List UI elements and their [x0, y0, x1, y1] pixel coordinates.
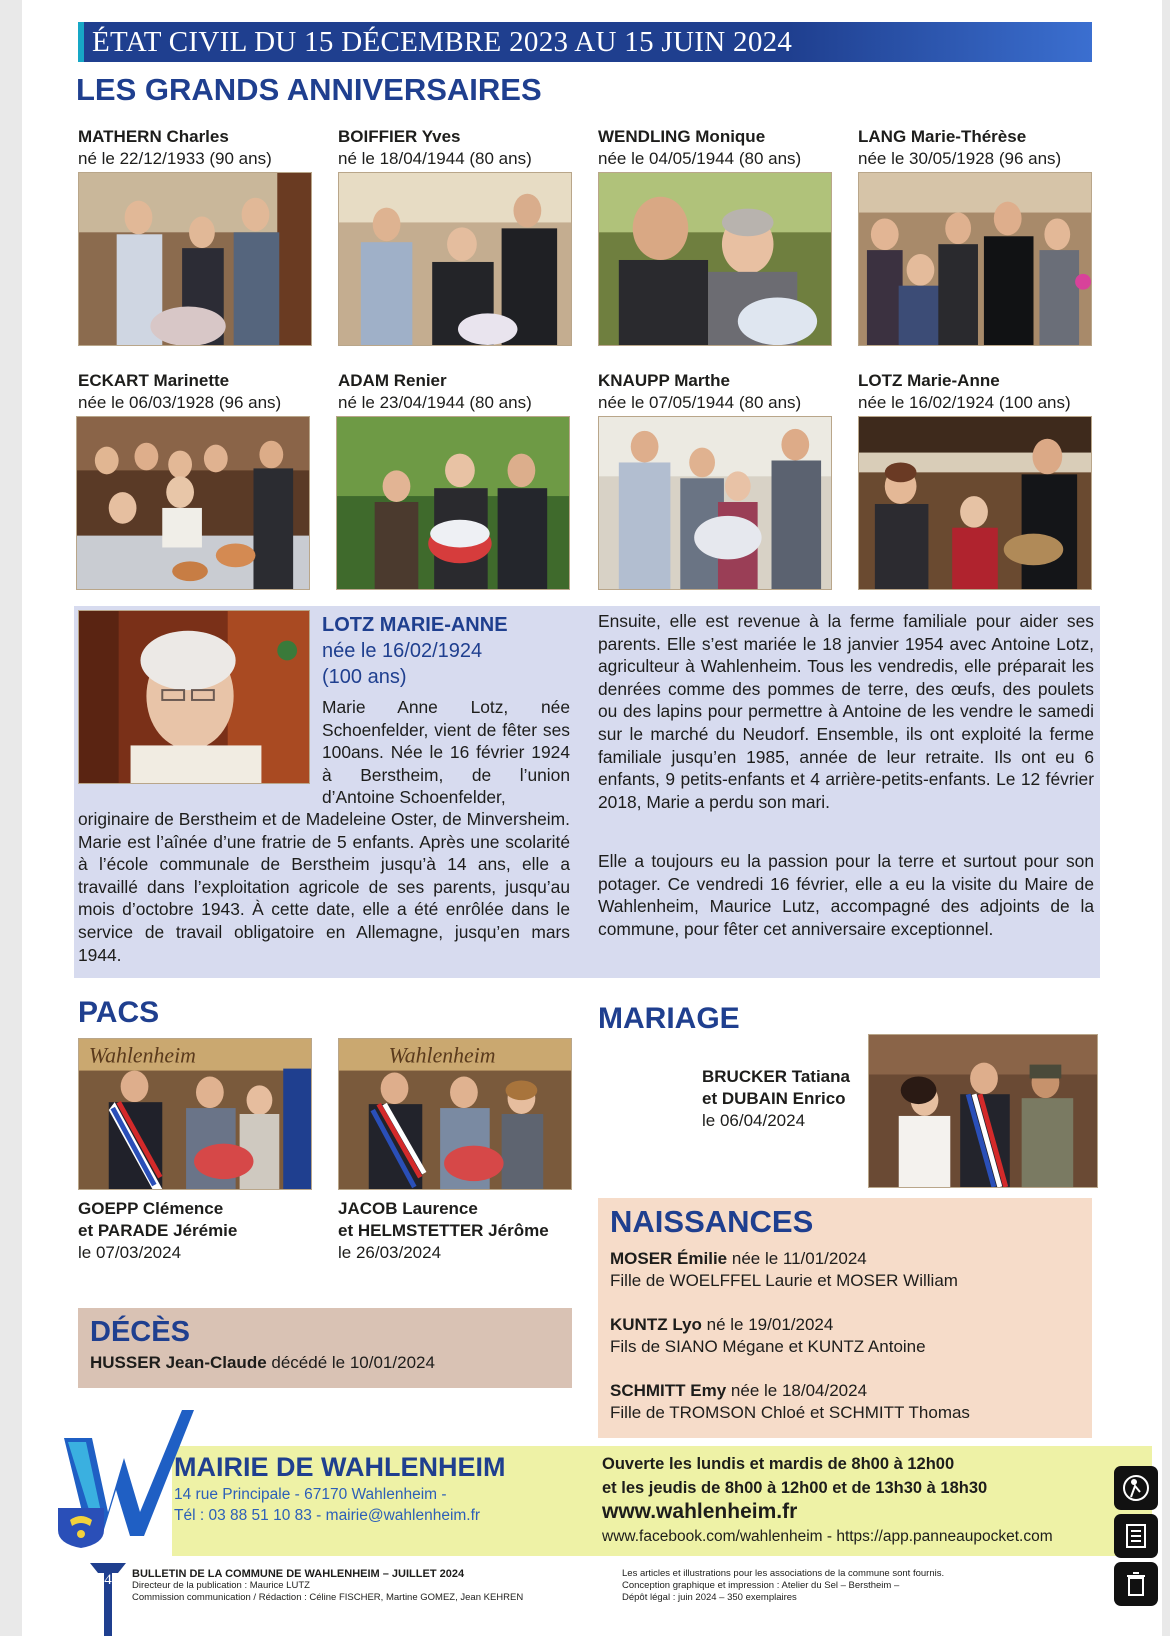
anniversary-photo-2: [338, 172, 572, 346]
anniversary-6: [338, 370, 574, 414]
person-birthdate: née le 07/05/1944 (80 ans): [598, 393, 802, 412]
hours-line-2: et les jeudis de 8h00 à 12h00 et de 13h30 à 18h30: [602, 1479, 988, 1497]
naissances-box: [598, 1198, 1092, 1438]
feature-paragraph-3: Elle a toujours eu la passion pour la terre et surtout pour son potager. Ce vendredi 16 février, elle a eu la visite du Maire de Wahlenheim, Maurice Lutz, accompagné des adjoints de la commune, pour fêter cet anniversaire exceptionnel.: [598, 851, 1094, 939]
person-birthdate: né le 18/04/1944 (80 ans): [338, 149, 532, 168]
paper-recycling-icon: [1114, 1514, 1158, 1558]
mairie-phone-email: Tél : 03 88 51 10 83 - mairie@wahlenheim.fr: [174, 1507, 481, 1524]
anniversary-photo-3: [598, 172, 832, 346]
legal-line-3: Dépôt légal : juin 2024 – 350 exemplaires: [622, 1592, 797, 1603]
person-birthdate: née le 16/02/1924 (100 ans): [858, 393, 1071, 412]
feature-paragraph-1a: Marie Anne Lotz, née Schoenfelder, vient de fêter ses 100ans. Née le 16 février 1924 à Berstheim, de l’union d’Antoine Schoenfelder,: [322, 697, 570, 808]
person-birthdate: née le 04/05/1944 (80 ans): [598, 149, 802, 168]
anniversary-photo-1: [78, 172, 312, 346]
recycle-person-icon: [1114, 1466, 1158, 1510]
mairie-contact: [174, 1484, 480, 1526]
person-name: MATHERN Charles: [78, 127, 229, 146]
feature-title: LOTZ MARIE-ANNE: [322, 614, 508, 636]
pacs-photo-2: [338, 1038, 572, 1190]
birth-name: MOSER Émilie: [610, 1249, 728, 1268]
page-number: 4: [104, 1572, 112, 1588]
mariage-photo: [868, 1034, 1098, 1188]
birth-line: [610, 1314, 1080, 1336]
feature-paragraph-1b: originaire de Berstheim et de Madeleine Oster, de Minversheim. Marie est l’aînée d’une fratrie de 5 enfants. Après une scolarité à l’école communale de Berstheim jusqu’à 14 ans, elle a travaillé dans l’exploitation agricole de ses parents, jusqu’au mois d’octobre 1943. À cette date, elle a été enrôlée dans le service de travail obligatoire en Allemagne, jusqu’en mars 1944.: [78, 809, 570, 965]
anniversary-photo-5: [76, 416, 310, 590]
feature-birthdate: née le 16/02/1924: [322, 640, 483, 662]
couple-date: le 07/03/2024: [78, 1243, 182, 1262]
anniversary-4: [858, 126, 1094, 170]
deces-date: décédé le 10/01/2024: [266, 1353, 435, 1372]
pacs-sign-2: Wahlenheim: [388, 1043, 496, 1068]
person-name: LOTZ Marie-Anne: [858, 371, 1000, 390]
trash-bin-icon: [1114, 1562, 1158, 1606]
anniversary-photo-6: [336, 416, 570, 590]
couple-line-1: BRUCKER Tatiana: [702, 1067, 850, 1086]
person-name: KNAUPP Marthe: [598, 371, 730, 390]
couple-date: le 26/03/2024: [338, 1243, 442, 1262]
opening-hours: [602, 1452, 987, 1500]
bulletin-title: BULLETIN DE LA COMMUNE DE WAHLENHEIM – JUILLET 2024: [132, 1568, 465, 1580]
person-name: LANG Marie-Thérèse: [858, 127, 1027, 146]
publication-director: Directeur de la publication : Maurice LUTZ: [132, 1580, 310, 1591]
pacs-couple-2: [338, 1198, 549, 1264]
couple-line-2: et PARADE Jérémie: [78, 1221, 238, 1240]
person-name: WENDLING Monique: [598, 127, 766, 146]
website-link[interactable]: www.wahlenheim.fr: [602, 1500, 798, 1523]
birth-entry: [610, 1314, 1080, 1358]
anniversary-5: [78, 370, 314, 414]
mairie-address: 14 rue Principale - 67170 Wahlenheim -: [174, 1486, 447, 1503]
deces-heading: DÉCÈS: [90, 1316, 190, 1348]
editorial-commission: Commission communication / Rédaction : Céline FISCHER, Martine GOMEZ, Jean KEHREN: [132, 1592, 524, 1603]
anniversary-2: [338, 126, 574, 170]
anniversary-3: [598, 126, 834, 170]
person-birthdate: née le 06/03/1928 (96 ans): [78, 393, 282, 412]
mairie-name: MAIRIE DE WAHLENHEIM: [174, 1452, 506, 1482]
deces-name: HUSSER Jean-Claude: [90, 1353, 267, 1372]
birth-parents: Fils de SIANO Mégane et KUNTZ Antoine: [610, 1337, 926, 1356]
birth-parents: Fille de TROMSON Chloé et SCHMITT Thomas: [610, 1403, 970, 1422]
person-birthdate: né le 22/12/1933 (90 ans): [78, 149, 272, 168]
couple-line-1: GOEPP Clémence: [78, 1199, 224, 1218]
birth-entry: [610, 1248, 1080, 1292]
anniversary-photo-8: [858, 416, 1092, 590]
feature-article: [74, 606, 1100, 978]
anniversary-7: [598, 370, 834, 414]
feature-portrait-photo: [78, 610, 310, 784]
feature-paragraph-2: Ensuite, elle est revenue à la ferme familiale pour aider ses parents. Elle s’est mariée le 18 janvier 1954 avec Antoine Lotz, agriculteur à Wahlenheim. Tous les vendredis, elle préparait les denrées comme des pommes de terre, des œufs, des poulets ou des lapins pour permettre à Antoine de les vendre le samedi sur le marché du Neudorf. Ensemble, ils ont exploité la ferme familiale jusqu’en 1985, année de leur retraite. Ils ont eu 6 enfants, 9 petits-enfants et 4 arrière-petits-enfants. Le 12 février 2018, Marie a perdu son mari.: [598, 611, 1094, 812]
couple-date: le 06/04/2024: [702, 1111, 806, 1130]
anniversary-photo-7: [598, 416, 832, 590]
birth-date: née le 11/01/2024: [727, 1249, 867, 1268]
feature-age: (100 ans): [322, 666, 407, 688]
pacs-heading: PACS: [78, 996, 160, 1029]
deces-entry: [90, 1353, 560, 1373]
birth-parents: Fille de WOELFFEL Laurie et MOSER William: [610, 1271, 958, 1290]
deces-box: [78, 1308, 572, 1388]
birth-name: KUNTZ Lyo: [610, 1315, 702, 1334]
anniversary-1: [78, 126, 314, 170]
hours-line-1: Ouverte les lundis et mardis de 8h00 à 12h00: [602, 1455, 955, 1473]
person-birthdate: né le 23/04/1944 (80 ans): [338, 393, 532, 412]
birth-date: née le 18/04/2024: [726, 1381, 868, 1400]
naissances-heading: NAISSANCES: [610, 1204, 814, 1239]
legal-notice: [622, 1568, 944, 1604]
birth-name: SCHMITT Emy: [610, 1381, 727, 1400]
legal-line-1: Les articles et illustrations pour les associations de la commune sont fournis.: [622, 1568, 945, 1579]
recycling-icons: [1114, 1466, 1164, 1610]
person-name: ECKART Marinette: [78, 371, 230, 390]
publication-info: [132, 1568, 523, 1604]
mariage-couple: [702, 1066, 850, 1132]
birth-line: [610, 1380, 1080, 1402]
page-number-badge: [90, 1563, 126, 1636]
couple-line-1: JACOB Laurence: [338, 1199, 478, 1218]
bulletin-page: [22, 0, 1162, 1636]
person-birthdate: née le 30/05/1928 (96 ans): [858, 149, 1062, 168]
anniversary-photo-4: [858, 172, 1092, 346]
mariage-heading: MARIAGE: [598, 1002, 740, 1035]
couple-line-2: et HELMSTETTER Jérôme: [338, 1221, 549, 1240]
page-banner: ÉTAT CIVIL DU 15 DÉCEMBRE 2023 AU 15 JUIN 2024: [78, 22, 1092, 62]
person-name: ADAM Renier: [338, 371, 447, 390]
birth-date: né le 19/01/2024: [701, 1315, 834, 1334]
birth-line: [610, 1248, 1080, 1270]
social-links[interactable]: www.facebook.com/wahlenheim - https://app.panneaupocket.com: [602, 1528, 1053, 1545]
pacs-couple-1: [78, 1198, 237, 1264]
pacs-sign-1: Wahlenheim: [88, 1043, 196, 1068]
pacs-photo-1: [78, 1038, 312, 1190]
birth-entry: [610, 1380, 1080, 1424]
anniversaries-heading: LES GRANDS ANNIVERSAIRES: [76, 72, 542, 107]
couple-line-2: et DUBAIN Enrico: [702, 1089, 846, 1108]
legal-line-2: Conception graphique et impression : Atelier du Sel – Berstheim –: [622, 1580, 900, 1591]
person-name: BOIFFIER Yves: [338, 127, 461, 146]
anniversary-8: [858, 370, 1094, 414]
